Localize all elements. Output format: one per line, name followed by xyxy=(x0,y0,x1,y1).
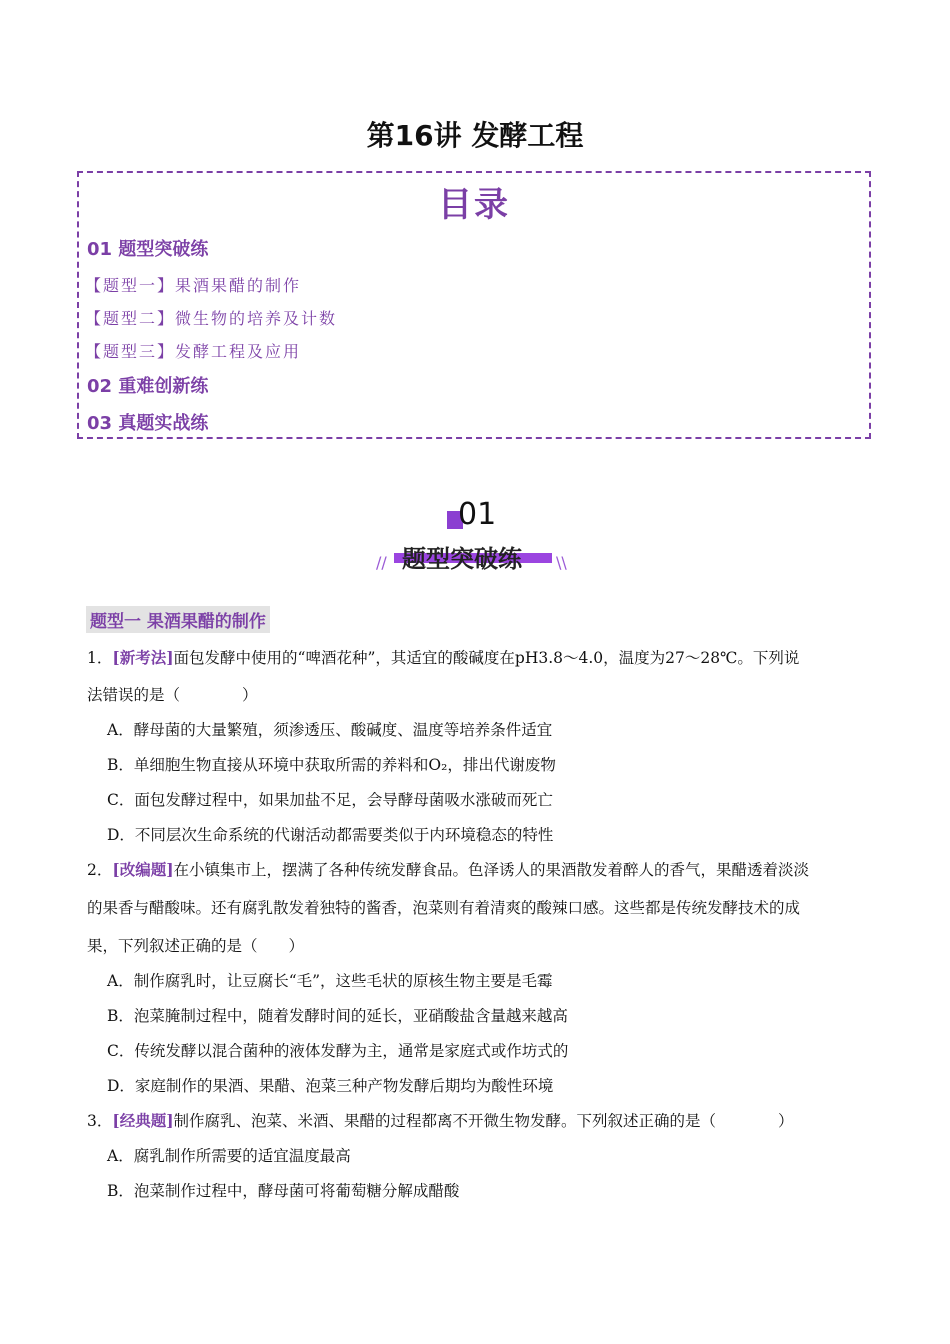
badge-slash-right: \\ xyxy=(556,553,567,572)
question-3-line-1 xyxy=(87,1109,794,1131)
question-1-line-1 xyxy=(87,646,799,668)
toc-heading: 目录 xyxy=(438,185,510,225)
option-2d[interactable]: D．家庭制作的果酒、果醋、泡菜三种产物发酵后期均为酸性环境 xyxy=(107,1077,554,1095)
page-title: 第16讲 发酵工程 xyxy=(366,119,584,152)
badge-label: 题型突破练 xyxy=(402,545,522,573)
option-2b[interactable]: B．泡菜腌制过程中，随着发酵时间的延长，亚硝酸盐含量越来越高 xyxy=(107,1007,568,1025)
option-3a[interactable]: A．腐乳制作所需要的适宜温度最高 xyxy=(107,1147,351,1165)
question-number: 2． xyxy=(87,861,113,879)
option-1b[interactable]: B．单细胞生物直接从环境中获取所需的养料和O₂，排出代谢废物 xyxy=(107,756,556,774)
question-tag: [新考法] xyxy=(112,648,174,667)
question-stem: 在小镇集市上，摆满了各种传统发酵食品。色泽诱人的果酒散发着醉人的香气，果醋透着淡淡 xyxy=(173,861,810,879)
question-1-line-2: 法错误的是（ ） xyxy=(87,686,258,704)
question-number: 3． xyxy=(87,1112,113,1130)
toc-section-02[interactable]: 02 重难创新练 xyxy=(87,376,209,397)
question-stem: 制作腐乳、泡菜、米酒、果醋的过程都离不开微生物发酵。下列叙述正确的是（ ） xyxy=(173,1112,794,1130)
toc-sub-type-1[interactable]: 【题型一】果酒果醋的制作 xyxy=(85,276,302,295)
toc-section-01[interactable]: 01 题型突破练 xyxy=(87,239,209,260)
option-1d[interactable]: D．不同层次生命系统的代谢活动都需要类似于内环境稳态的特性 xyxy=(107,826,554,844)
section-badge xyxy=(376,495,576,577)
badge-number: 01 xyxy=(458,497,497,532)
option-2c[interactable]: C．传统发酵以混合菌种的液体发酵为主，通常是家庭式或作坊式的 xyxy=(107,1042,569,1060)
question-tag: [改编题] xyxy=(112,860,174,879)
toc-sub-type-2[interactable]: 【题型二】微生物的培养及计数 xyxy=(85,309,338,328)
question-stem: 面包发酵中使用的“啤酒花种”，其适宜的酸碱度在pH3.8～4.0，温度为27～28℃。下列说 xyxy=(173,649,800,667)
question-2-line-2: 的果香与醋酸味。还有腐乳散发着独特的酱香，泡菜则有着清爽的酸辣口感。这些都是传统发酵技术的成 xyxy=(87,899,801,917)
option-2a[interactable]: A．制作腐乳时，让豆腐长“毛”，这些毛状的原核生物主要是毛霉 xyxy=(107,972,553,990)
question-2-line-1 xyxy=(87,858,809,880)
option-3b[interactable]: B．泡菜制作过程中，酵母菌可将葡萄糖分解成醋酸 xyxy=(107,1182,460,1200)
badge-slash-left: // xyxy=(376,553,387,572)
question-2-line-3: 果，下列叙述正确的是（ ） xyxy=(87,937,305,955)
option-1c[interactable]: C．面包发酵过程中，如果加盐不足，会导酵母菌吸水涨破而死亡 xyxy=(107,791,553,809)
toc-section-03[interactable]: 03 真题实战练 xyxy=(87,413,209,434)
table-of-contents xyxy=(77,171,871,439)
option-1a[interactable]: A．酵母菌的大量繁殖，须渗透压、酸碱度、温度等培养条件适宜 xyxy=(107,721,553,739)
type-heading: 题型一 果酒果醋的制作 xyxy=(86,606,270,633)
question-tag: [经典题] xyxy=(112,1111,174,1130)
toc-sub-type-3[interactable]: 【题型三】发酵工程及应用 xyxy=(85,342,302,361)
question-number: 1． xyxy=(87,649,113,667)
